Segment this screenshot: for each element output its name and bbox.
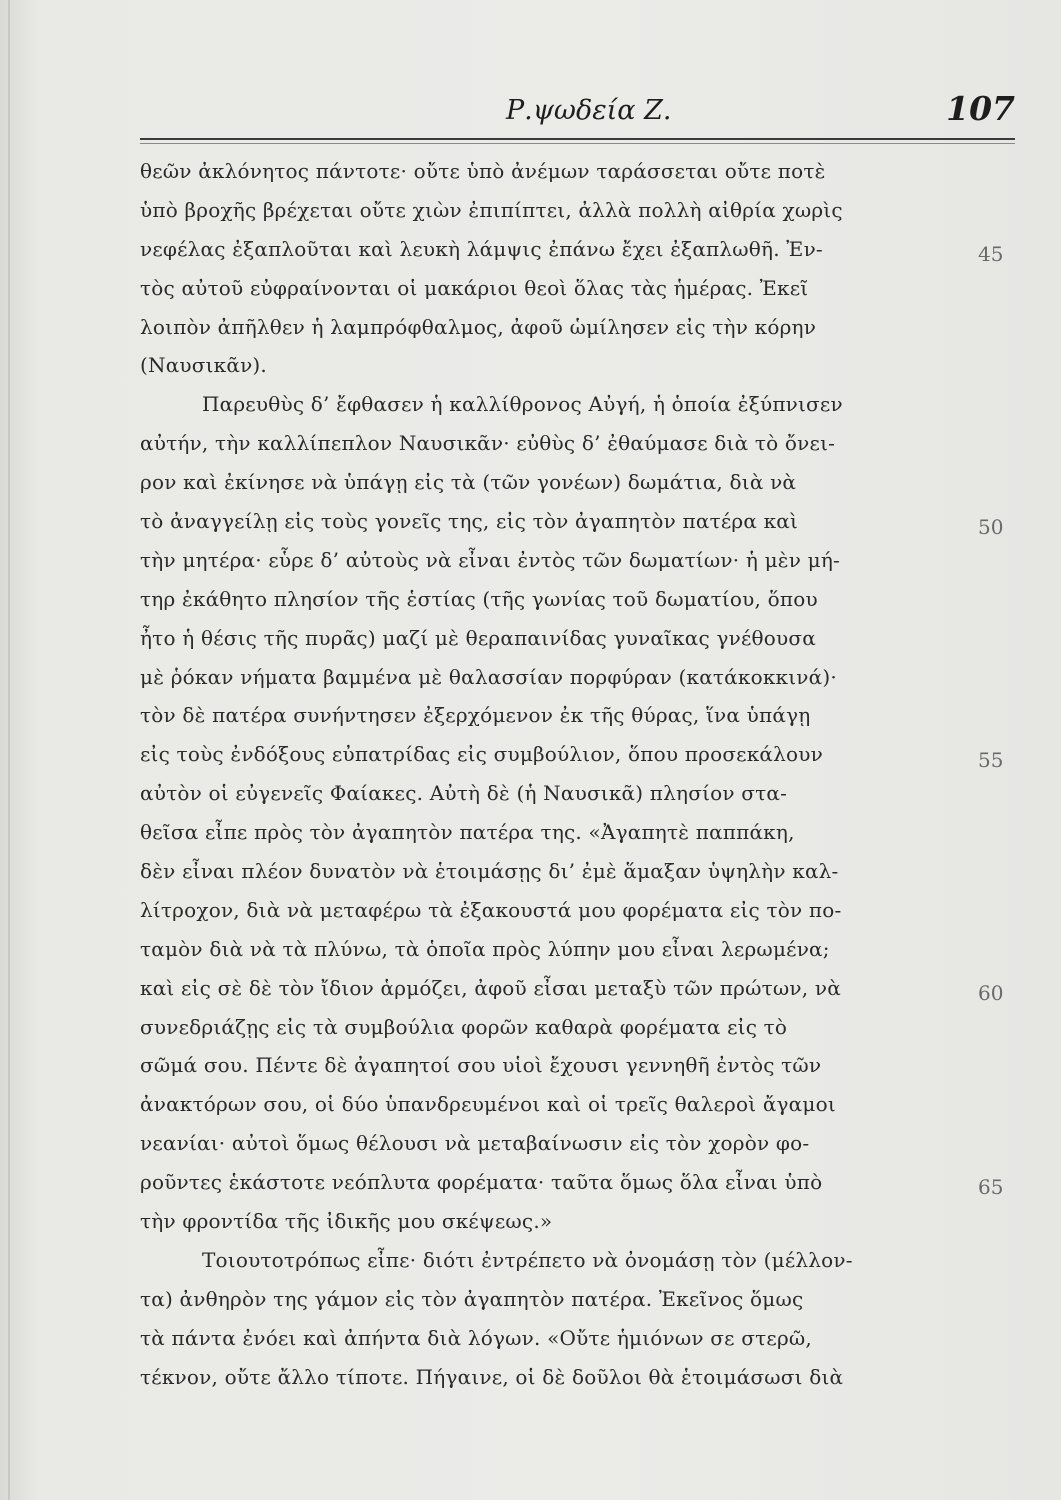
text-line: τηρ ἐκάθητο πλησίον τῆς ἑστίας (τῆς γωνίας τοῦ δωματίου, ὅπου (140, 586, 818, 611)
text-line: τὴν μητέρα· εὗρε δ’ αὐτοὺς νὰ εἶναι ἐντὸς τῶν δωματίων· ἡ μὲν μή- (140, 547, 840, 572)
header-rule-thin (140, 143, 1015, 144)
text-line: τα) ἀνθηρὸν της γάμον εἰς τὸν ἀγαπητὸν πατέρα. Ἐκεῖνος ὅμως (140, 1286, 804, 1311)
text-line: δὲν εἶναι πλέον δυνατὸν νὰ ἑτοιμάσῃς δι’ ἐμὲ ἅμαξαν ὑψηλὴν καλ- (140, 859, 839, 884)
line-number: 55 (978, 748, 1004, 772)
text-line: ρον καὶ ἐκίνησε νὰ ὑπάγῃ εἰς τὰ (τῶν γονέων) δωμάτια, διὰ νὰ (140, 470, 797, 495)
line-number: 60 (978, 981, 1004, 1005)
line-number: 65 (978, 1175, 1004, 1199)
text-line: τὸ ἀναγγείλῃ εἰς τοὺς γονεῖς της, εἰς τὸν ἀγαπητὸν πατέρα καὶ (140, 509, 799, 534)
text-line: (Ναυσικᾶν). (140, 353, 267, 378)
text-line: αὐτὸν οἱ εὐγενεῖς Φαίακες. Αὐτὴ δὲ (ἡ Ναυσικᾶ) πλησίον στα- (140, 781, 788, 806)
text-line: θεῶν ἀκλόνητος πάντοτε· οὔτε ὑπὸ ἀνέμων ταράσσεται οὔτε ποτὲ (140, 159, 826, 183)
text-line: νεανίαι· αὐτοὶ ὅμως θέλουσι νὰ μεταβαίνωσιν εἰς τὸν χορὸν φο- (140, 1131, 810, 1156)
running-head: Ρ.ψωδεία Ζ. (506, 95, 672, 126)
text-line: καὶ εἰς σὲ δὲ τὸν ἴδιον ἁρμόζει, ἀφοῦ εἶσαι μεταξὺ τῶν πρώτων, νὰ (140, 975, 841, 1000)
page-header (140, 89, 1015, 135)
header-rule (140, 138, 1015, 140)
text-line: τὸν δὲ πατέρα συνήντησεν ἐξερχόμενον ἐκ τῆς θύρας, ἵνα ὑπάγῃ (140, 703, 811, 728)
page-edge (8, 0, 10, 1500)
body-text (140, 152, 940, 1397)
text-line: λίτροχον, διὰ νὰ μεταφέρω τὰ ἐξακουστά μου φορέματα εἰς τὸν πο- (140, 897, 842, 922)
line-number: 45 (978, 242, 1004, 266)
text-line: τὴν φροντίδα τῆς ἰδικῆς μου σκέψεως.» (140, 1209, 553, 1234)
text-line: ὑπὸ βροχῆς βρέχεται οὔτε χιὼν ἐπιπίπτει, ἀλλὰ πολλὴ αἰθρία χωρὶς (140, 197, 843, 222)
text-line: τέκνον, οὔτε ἄλλο τίποτε. Πήγαινε, οἱ δὲ δοῦλοι θὰ ἑτοιμάσωσι διὰ (140, 1364, 844, 1389)
text-line: ροῦντες ἑκάστοτε νεόπλυτα φορέματα· ταῦτα ὅμως ὅλα εἶναι ὑπὸ (140, 1170, 823, 1195)
text-line: ἀνακτόρων σου, οἱ δύο ὑπανδρευμένοι καὶ οἱ τρεῖς θαλεροὶ ἄγαμοι (140, 1092, 836, 1117)
text-line: συνεδριάζῃς εἰς τὰ συμβούλια φορῶν καθαρὰ φορέματα εἰς τὸ (140, 1014, 788, 1039)
text-line: ταμὸν διὰ νὰ τὰ πλύνω, τὰ ὁποῖα πρὸς λύπην μου εἶναι λερωμένα; (140, 936, 830, 961)
text-line: τὸς αὐτοῦ εὐφραίνονται οἱ μακάριοι θεοὶ ὅλας τὰς ἡμέρας. Ἐκεῖ (140, 275, 809, 300)
text-line: εἰς τοὺς ἐνδόξους εὐπατρίδας εἰς συμβούλιον, ὅπου προσεκάλουν (140, 742, 823, 767)
page-number: 107 (946, 89, 1015, 128)
text-line: μὲ ῥόκαν νήματα βαμμένα μὲ θαλασσίαν πορφύραν (κατάκοκκινά)· (140, 664, 837, 689)
text-line: Τοιουτοτρόπως εἶπε· διότι ἐντρέπετο νὰ ὀνομάσῃ τὸν (μέλλον- (202, 1247, 853, 1272)
text-line: Παρευθὺς δ’ ἔφθασεν ἡ καλλίθρονος Αὐγή, ἡ ὁποία ἐξύπνισεν (202, 392, 843, 417)
text-line: αὐτήν, τὴν καλλίπεπλον Ναυσικᾶν· εὐθὺς δ’ ἐθαύμασε διὰ τὸ ὄνει- (140, 431, 836, 456)
text-line: θεῖσα εἶπε πρὸς τὸν ἀγαπητὸν πατέρα της. «Ἀγαπητὲ παππάκη, (140, 820, 795, 845)
text-line: σῶμά σου. Πέντε δὲ ἀγαπητοί σου υἱοὶ ἔχουσι γεννηθῆ ἐντὸς τῶν (140, 1053, 822, 1078)
text-line: λοιπὸν ἀπῆλθεν ἡ λαμπρόφθαλμος, ἀφοῦ ὡμίλησεν εἰς τὴν κόρην (140, 314, 817, 339)
text-line: τὰ πάντα ἐνόει καὶ ἀπήντα διὰ λόγων. «Οὔτε ἡμιόνων σε στερῶ, (140, 1325, 812, 1350)
line-number: 50 (978, 515, 1004, 539)
text-line: ἦτο ἡ θέσις τῆς πυρᾶς) μαζί μὲ θεραπαινίδας γυναῖκας γνέθουσα (140, 625, 816, 650)
text-line: νεφέλας ἐξαπλοῦται καὶ λευκὴ λάμψις ἐπάνω ἔχει ἐξαπλωθῆ. Ἐν- (140, 236, 823, 261)
